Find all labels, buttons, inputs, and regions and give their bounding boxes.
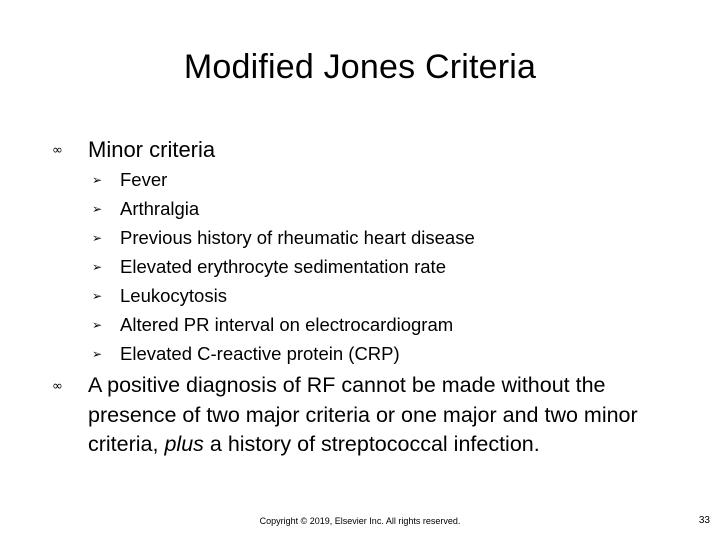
bullet-diagnosis-statement: [52, 371, 648, 460]
list-item-text: Elevated C-reactive protein (CRP): [120, 343, 400, 364]
list-item: [92, 281, 475, 310]
infinity-bullet-icon: ∞: [52, 379, 63, 394]
arrow-bullet-icon: ➢: [92, 259, 103, 274]
statement-part-2: a history of streptococcal infection.: [203, 432, 540, 456]
list-item-text: Fever: [120, 169, 168, 190]
list-item: [92, 223, 475, 252]
list-item: [92, 194, 475, 223]
diagnosis-statement-text: [88, 371, 648, 460]
arrow-bullet-icon: ➢: [92, 317, 103, 332]
list-item: [92, 339, 475, 368]
slide-title: Modified Jones Criteria: [183, 48, 537, 86]
statement-part-1: A positive diagnosis of RF cannot be made without the presence of two major criteria or one major and two minor criteria,: [88, 373, 638, 456]
infinity-bullet-icon: ∞: [52, 143, 63, 158]
list-item: [92, 252, 475, 281]
list-item: [92, 310, 475, 339]
list-item-text: Elevated erythrocyte sedimentation rate: [120, 256, 446, 277]
arrow-bullet-icon: ➢: [92, 201, 103, 216]
list-item-text: Arthralgia: [120, 198, 200, 219]
list-item: [92, 165, 475, 194]
arrow-bullet-icon: ➢: [92, 230, 103, 245]
bullet-text: Minor criteria: [88, 137, 216, 162]
list-item-text: Previous history of rheumatic heart disease: [120, 227, 475, 248]
page-number: 33: [698, 515, 710, 526]
list-item-text: Altered PR interval on electrocardiogram: [120, 314, 454, 335]
bullet-minor-criteria: [52, 135, 215, 164]
arrow-bullet-icon: ➢: [92, 288, 103, 303]
minor-criteria-list: [92, 165, 475, 368]
arrow-bullet-icon: ➢: [92, 172, 103, 187]
arrow-bullet-icon: ➢: [92, 346, 103, 361]
copyright-footer: Copyright © 2019, Elsevier Inc. All rights reserved.: [259, 516, 461, 526]
statement-emphasis: plus: [164, 432, 204, 456]
list-item-text: Leukocytosis: [120, 285, 227, 306]
